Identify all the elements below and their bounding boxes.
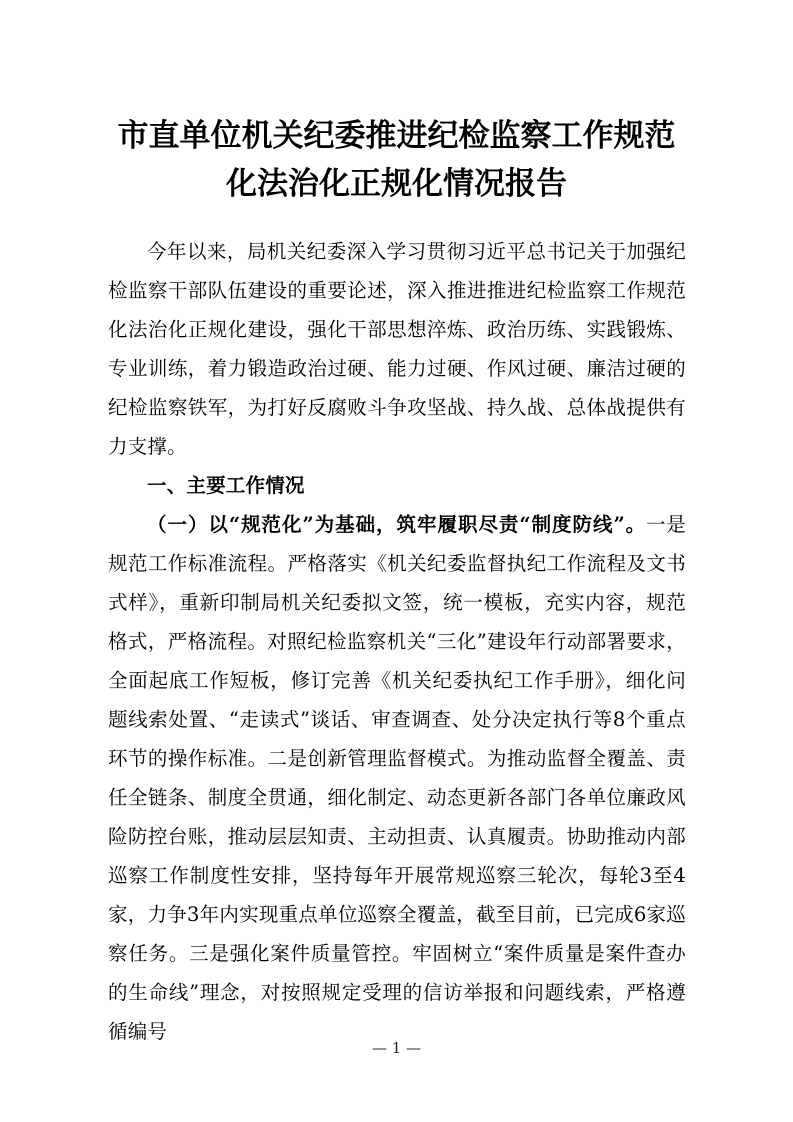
document-body [108, 232, 686, 1051]
title-line-2: 化法治化正规化情况报告 [226, 166, 567, 202]
point-3-label: 三是 [189, 942, 230, 965]
title-line-1: 市直单位机关纪委推进纪检监察工作规范 [117, 118, 676, 154]
intro-paragraph: 今年以来，局机关纪委深入学习贯彻习近平总书记关于加强纪检监察干部队伍建设的重要论述，深入推进推进纪检监察工作规范化法治化正规化建设，强化干部思想淬炼、政治历练、实践锻炼、专业训练，着力锻造政治过硬、能力过硬、作风过硬、廉洁过硬的纪检监察铁军，为打好反腐败斗争攻坚战、持久战、总体战提供有力支撑。 [108, 240, 686, 458]
page-number: — 1 — [371, 1039, 422, 1057]
document-title [60, 112, 733, 208]
point-2-label: 二是 [267, 747, 308, 770]
subsection-heading: （一）以“规范化”为基础，筑牢履职尽责“制度防线”。 [147, 513, 647, 536]
point-1-text: 规范工作标准流程。严格落实《机关纪委监督执纪工作流程及文书式样》，重新印制局机关纪委拟文签，统一模板，充实内容，规范格式，严格流程。对照纪检监察机关“三化”建设年行动部署要求，全面起底工作短板，修订完善《机关纪委执纪工作手册》，细化问题线索处置、“走读式”谈话、审查调查、处分决定执行等8个重点环节的操作标准。 [108, 552, 686, 770]
point-1-label: 一是 [646, 513, 686, 536]
point-2-text: 创新管理监督模式。为推动监督全覆盖、责任全链条、制度全贯通，细化制定、动态更新各部门各单位廉政风险防控台账，推动层层知责、主动担责、认真履责。协助推动内部巡察工作制度性安排，坚持每年开展常规巡察三轮次，每轮3至4家，力争3年内实现重点单位巡察全覆盖，截至目前，已完成6家巡察任务。 [108, 747, 686, 965]
section-heading: 一、主要工作情况 [147, 474, 305, 497]
point-3-text: 强化案件质量管控。牢固树立“案件质量是案件查办的生命线”理念，对按照规定受理的信访举报和问题线索，严格遵循编号 [108, 942, 686, 1043]
subsection-paragraph [108, 505, 686, 1051]
